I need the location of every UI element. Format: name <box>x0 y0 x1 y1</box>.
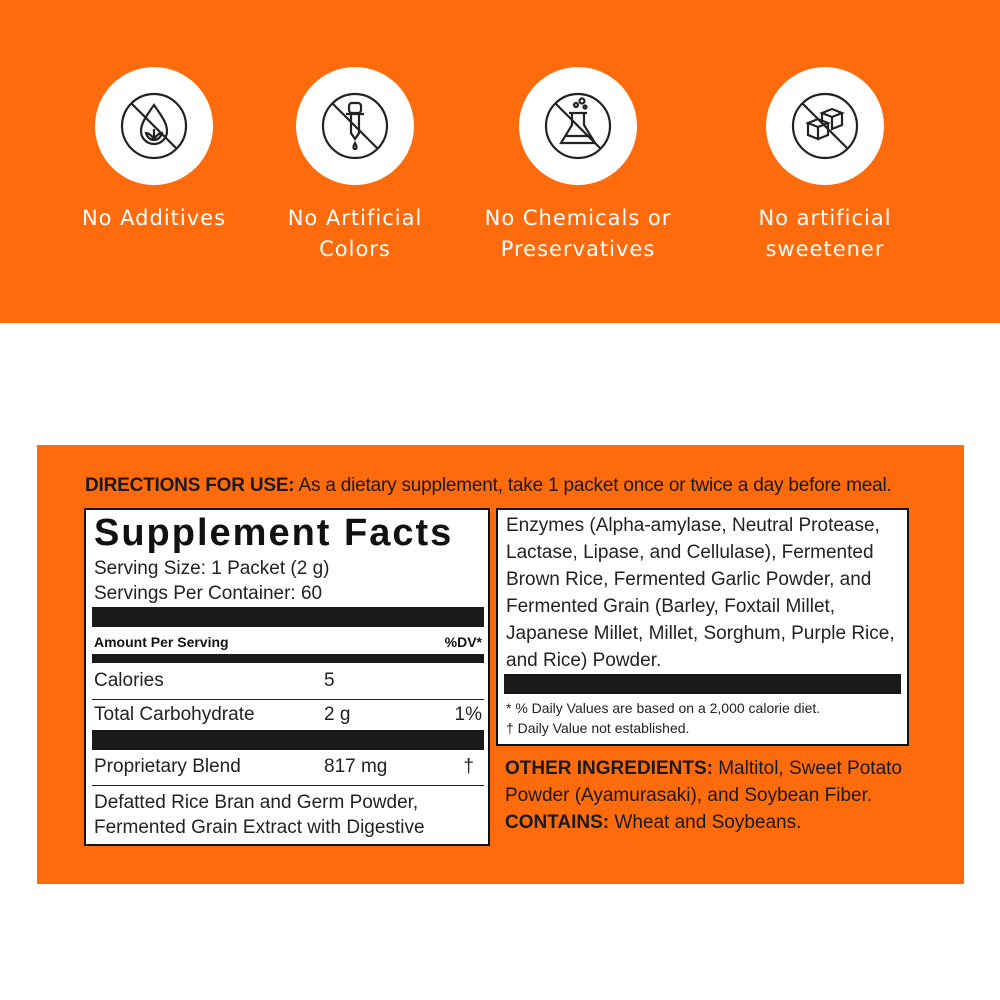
supplement-facts-box <box>84 508 490 846</box>
label-panel <box>37 445 964 884</box>
medium-divider <box>92 654 484 663</box>
contains-text: Wheat and Soybeans. <box>609 812 802 833</box>
directions-for-use <box>85 475 892 497</box>
badge-circle <box>519 67 637 185</box>
directions-heading: DIRECTIONS FOR USE: <box>85 475 295 496</box>
thick-divider <box>92 730 484 750</box>
directions-text: As a dietary supplement, take 1 packet once or twice a day before meal. <box>294 475 892 496</box>
row-amount: 5 <box>324 670 335 691</box>
row-amount: 817 mg <box>324 756 388 777</box>
badge-label: No Chemicals or Preservatives <box>484 206 672 261</box>
contains-heading: CONTAINS: <box>505 812 610 833</box>
badge-label: No Artificial Colors <box>287 206 423 261</box>
no-chemicals-icon <box>543 91 613 161</box>
badge-circle <box>766 67 884 185</box>
no-additives-icon <box>119 91 189 161</box>
serving-size: Serving Size: 1 Packet (2 g) <box>94 558 330 579</box>
thick-divider <box>504 674 901 694</box>
supplement-facts-title: Supplement Facts <box>94 512 454 554</box>
amount-per-serving-header: Amount Per Serving <box>94 634 229 650</box>
badge-label: No artificial sweetener <box>758 206 892 261</box>
other-ingredients-text: Maltitol, Sweet Potato Powder (Ayamurasaki), and Soybean Fiber. <box>505 758 902 806</box>
badge-no-chemicals <box>448 67 708 287</box>
no-sweetener-icon <box>790 91 860 161</box>
row-dv: † <box>463 756 474 777</box>
blend-line: Fermented Grain Extract with Digestive <box>94 817 425 838</box>
badge-circle <box>95 67 213 185</box>
blend-line: Defatted Rice Bran and Germ Powder, <box>94 792 419 813</box>
badge-no-artificial-colors <box>225 67 485 287</box>
servings-per-container: Servings Per Container: 60 <box>94 583 323 604</box>
thick-divider <box>92 607 484 627</box>
row-name: Proprietary Blend <box>94 756 241 777</box>
row-name: Total Carbohydrate <box>94 704 255 725</box>
blend-ingredients: Enzymes (Alpha-amylase, Neutral Protease, Lactase, Lipase, and Cellulase), Fermented Brown Rice, Fermented Garlic Powder, and Fermented Grain (Barley, Foxtail Millet, Japanese Millet, Millet, Sorghum, Purple Rice, and Rice) Powder. <box>506 515 895 671</box>
other-ingredients <box>505 755 925 836</box>
daily-value-footnote: * % Daily Values are based on a 2,000 calorie diet. <box>506 700 821 716</box>
badge-circle <box>296 67 414 185</box>
badge-no-sweetener <box>695 67 955 287</box>
no-artificial-colors-icon <box>320 91 390 161</box>
badge-label: No Additives <box>81 206 227 230</box>
dv-header: %DV* <box>444 634 482 650</box>
supplement-facts-continued <box>496 508 909 746</box>
other-ingredients-heading: OTHER INGREDIENTS: <box>505 758 713 779</box>
row-dv: 1% <box>454 704 482 725</box>
row-amount: 2 g <box>324 704 351 725</box>
thin-divider <box>92 699 484 700</box>
top-banner <box>0 0 1000 323</box>
dagger-footnote: † Daily Value not established. <box>506 720 690 736</box>
row-name: Calories <box>94 670 164 691</box>
thin-divider <box>92 785 484 786</box>
